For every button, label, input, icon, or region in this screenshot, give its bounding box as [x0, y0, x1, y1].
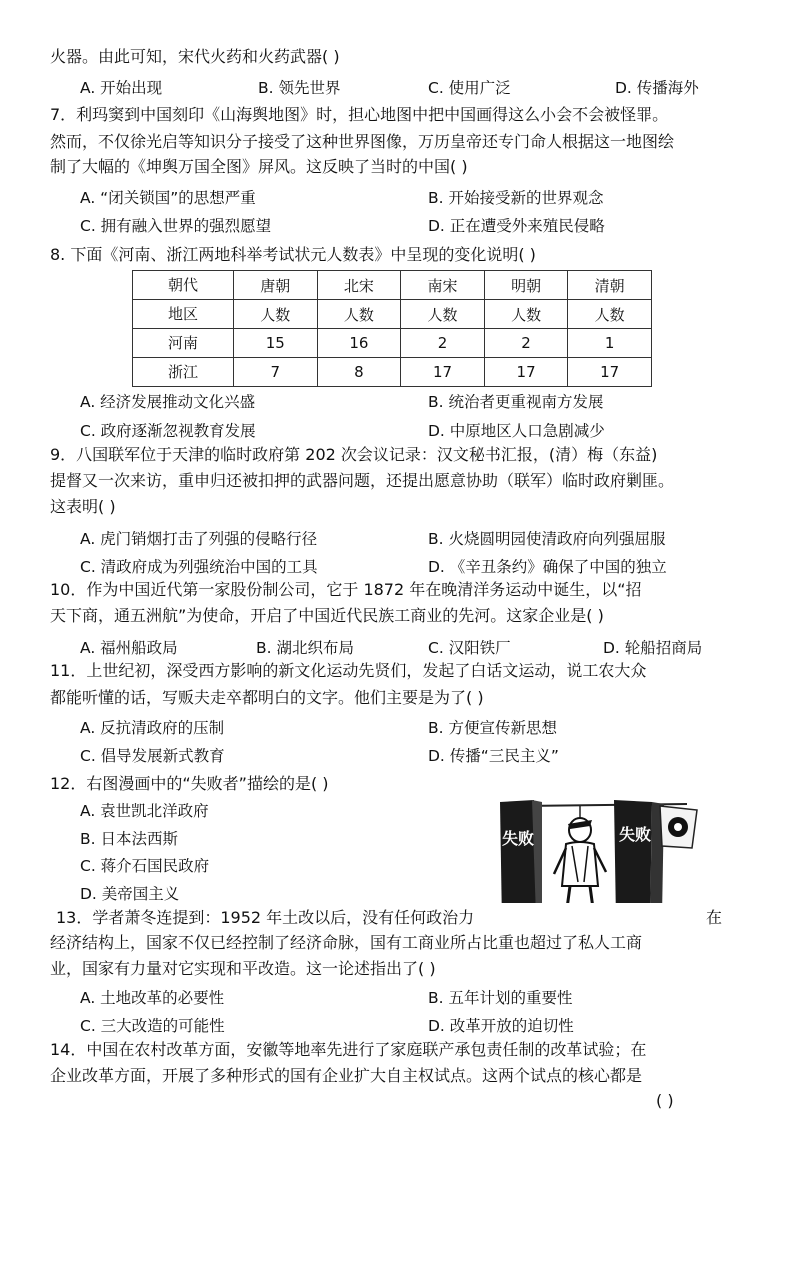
q10-stem-line1: 10．作为中国近代第一家股份制公司，它于 1872 年在晚清洋务运动中诞生，以“招 — [50, 580, 642, 599]
table-header-dynasty: 朝代 — [133, 271, 234, 300]
q9-option-b: B. 火烧圆明园使清政府向列强屈服 — [428, 530, 666, 548]
table-cell: 17 — [568, 358, 652, 387]
q7-option-b: B. 开始接受新的世界观念 — [428, 189, 604, 207]
left-banner-text: 失败 — [501, 829, 535, 848]
q10-option-b: B. 湖北织布局 — [256, 639, 354, 657]
q6-option-c: C. 使用广泛 — [428, 79, 511, 97]
q7-stem-line2: 然而，不仅徐光启等知识分子接受了这种世界图像，万历皇帝还专门命人根据这一地图绘 — [50, 132, 675, 151]
q9-stem-line2: 提督又一次来访，重申归还被扣押的武器问题，还提出愿意协助（联军）临时政府剿匪。 — [50, 471, 675, 490]
table-dynasty-4: 清朝 — [568, 271, 652, 300]
q13-option-b: B. 五年计划的重要性 — [428, 989, 573, 1007]
q8-stem: 8. 下面《河南、浙江两地科举考试状元人数表》中呈现的变化说明( ) — [50, 245, 536, 264]
table-dynasty-3: 明朝 — [484, 271, 568, 300]
table-cell: 7 — [234, 358, 318, 387]
q8-option-b: B. 统治者更重视南方发展 — [428, 393, 604, 411]
table-region: 浙江 — [133, 358, 234, 387]
q9-option-a: A. 虎门销烟打击了列强的侵略行径 — [80, 530, 318, 548]
table-row — [133, 329, 652, 358]
table-unit: 人数 — [401, 300, 485, 329]
table-cell: 2 — [484, 329, 568, 358]
table-dynasty-1: 北宋 — [317, 271, 401, 300]
q9-stem-line1: 9．八国联军位于天津的临时政府第 202 次会议记录：汉文秘书汇报，(清）梅（东益) — [50, 445, 658, 464]
q12-option-b: B. 日本法西斯 — [80, 830, 178, 848]
q12-option-d: D. 美帝国主义 — [80, 885, 180, 903]
q7-stem-line1: 7．利玛窦到中国刻印《山海舆地图》时，担心地图中把中国画得这么小会不会被怪罪。 — [50, 105, 669, 124]
table-header-region: 地区 — [133, 300, 234, 329]
table-unit: 人数 — [484, 300, 568, 329]
q13-option-d: D. 改革开放的迫切性 — [428, 1017, 574, 1035]
table-cell: 17 — [401, 358, 485, 387]
q14-stem-line1: 14．中国在农村改革方面，安徽等地率先进行了家庭联产承包责任制的改革试验；在 — [50, 1040, 647, 1059]
cartoon-crop-edge — [492, 903, 702, 931]
table-dynasty-2: 南宋 — [401, 271, 485, 300]
q13-stem-line1: 13．学者萧冬连提到：1952 年土改以后，没有任何政治力 — [56, 908, 475, 927]
q14-stem-line2: 企业改革方面，开展了多种形式的国有企业扩大自主权试点。这两个试点的核心都是 — [50, 1066, 643, 1085]
q12-stem: 12．右图漫画中的“失败者”描绘的是( ) — [50, 774, 329, 793]
q6-option-a: A. 开始出现 — [80, 79, 163, 97]
q6-option-b: B. 领先世界 — [258, 79, 341, 97]
q11-option-a: A. 反抗清政府的压制 — [80, 719, 225, 737]
q8-option-a: A. 经济发展推动文化兴盛 — [80, 393, 256, 411]
q10-stem-line2: 天下商，通五洲航”为使命，开启了中国近代民族工商业的先河。这家企业是( ) — [50, 606, 604, 625]
q11-option-b: B. 方便宣传新思想 — [428, 719, 557, 737]
q13-option-a: A. 土地改革的必要性 — [80, 989, 225, 1007]
q14-answer-blank: ( ) — [656, 1091, 674, 1110]
q9-stem-line3: 这表明( ) — [50, 497, 116, 516]
table-cell: 15 — [234, 329, 318, 358]
table-dynasty-0: 唐朝 — [234, 271, 318, 300]
q8-option-c: C. 政府逐渐忽视教育发展 — [80, 422, 256, 440]
q11-stem-line1: 11．上世纪初，深受西方影响的新文化运动先贤们，发起了白话文运动，说工农大众 — [50, 661, 647, 680]
q8-option-d: D. 中原地区人口急剧减少 — [428, 422, 605, 440]
q9-option-c: C. 清政府成为列强统治中国的工具 — [80, 558, 318, 576]
table-unit: 人数 — [317, 300, 401, 329]
q7-stem-line3: 制了大幅的《坤舆万国全图》屏风。这反映了当时的中国( ) — [50, 157, 468, 176]
q9-option-d: D. 《辛丑条约》确保了中国的独立 — [428, 558, 667, 576]
table-unit: 人数 — [568, 300, 652, 329]
table-row — [133, 358, 652, 387]
table-cell: 2 — [401, 329, 485, 358]
q7-option-a: A. “闭关锁国”的思想严重 — [80, 189, 256, 207]
q7-option-d: D. 正在遭受外来殖民侵略 — [428, 217, 605, 235]
q13-stem-line1-tail: 在 — [706, 908, 723, 927]
table-cell: 17 — [484, 358, 568, 387]
q11-option-c: C. 倡导发展新式教育 — [80, 747, 225, 765]
q13-option-c: C. 三大改造的可能性 — [80, 1017, 225, 1035]
q13-stem-line3: 业，国家有力量对它实现和平改造。这一论述指出了( ) — [50, 959, 436, 978]
scholar-count-table — [132, 270, 652, 387]
q12-option-a: A. 袁世凯北洋政府 — [80, 802, 209, 820]
q10-option-a: A. 福州船政局 — [80, 639, 178, 657]
table-cell: 8 — [317, 358, 401, 387]
table-region: 河南 — [133, 329, 234, 358]
q6-stem-tail: 火器。由此可知，宋代火药和火药武器( ) — [50, 47, 340, 66]
q7-option-c: C. 拥有融入世界的强烈愿望 — [80, 217, 272, 235]
q11-stem-line2: 都能听懂的话，写贩夫走卒都明白的文字。他们主要是为了( ) — [50, 688, 484, 707]
q10-option-c: C. 汉阳铁厂 — [428, 639, 511, 657]
table-cell: 16 — [317, 329, 401, 358]
table-cell: 1 — [568, 329, 652, 358]
q6-option-d: D. 传播海外 — [615, 79, 699, 97]
q12-option-c: C. 蒋介石国民政府 — [80, 857, 210, 875]
table-unit: 人数 — [234, 300, 318, 329]
q13-stem-line2: 经济结构上，国家不仅已经控制了经济命脉，国有工商业所占比重也超过了私人工商 — [50, 933, 643, 952]
right-banner-text: 失败 — [618, 825, 652, 844]
q11-option-d: D. 传播“三民主义” — [428, 747, 559, 765]
q10-option-d: D. 轮船招商局 — [603, 639, 703, 657]
